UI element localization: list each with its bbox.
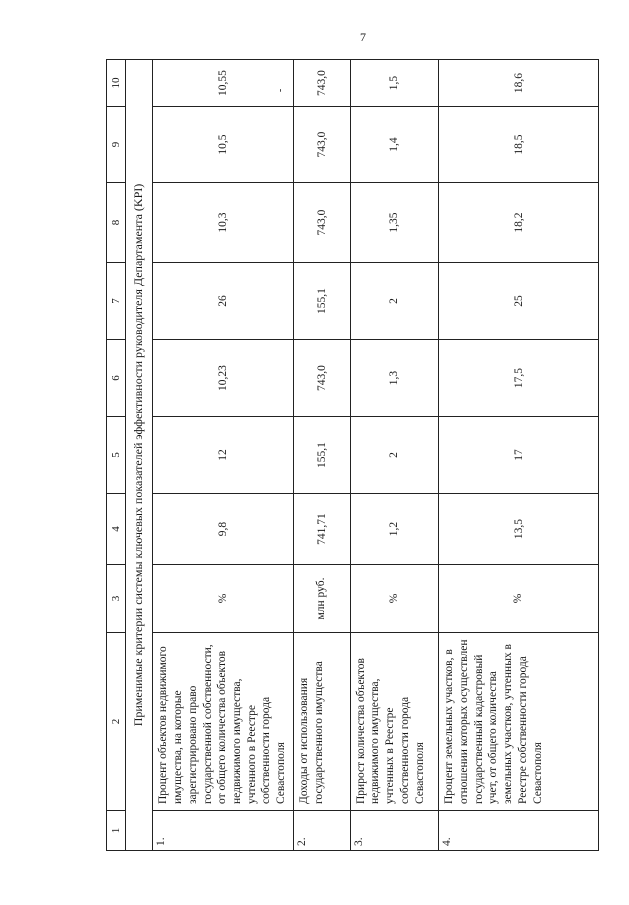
- row-number: 3.: [350, 811, 439, 851]
- row-number: 1.: [153, 811, 294, 851]
- value-cell: 10,55: [153, 60, 294, 107]
- value-cell: 10,5: [153, 107, 294, 183]
- table-row: [439, 60, 599, 851]
- value-cell: 1,5: [350, 60, 439, 107]
- value-cell: 1,35: [350, 183, 439, 263]
- table-row: [350, 60, 439, 851]
- criterion-cell: Прирост количества объектов недвижимого имущества, учтенных в Реестре собственности города Севастополя: [350, 633, 439, 811]
- column-number: 6: [107, 340, 126, 417]
- column-number: 5: [107, 417, 126, 494]
- value-cell: 25: [439, 263, 599, 340]
- value-cell: 26: [153, 263, 294, 340]
- value-cell: 17,5: [439, 340, 599, 417]
- column-number: 8: [107, 183, 126, 263]
- criterion-cell: Доходы от использования государственного имущества: [293, 633, 350, 811]
- kpi-table: [106, 59, 599, 851]
- value-cell: 2: [350, 417, 439, 494]
- column-number: 7: [107, 263, 126, 340]
- column-number: 2: [107, 633, 126, 811]
- table-row: [153, 60, 294, 851]
- column-number: 9: [107, 107, 126, 183]
- criterion-cell: Процент объектов недвижимого имущества, на которые зарегистрировано право государственной собственности, от общего количества объектов недвижимого имущества, учтенного в Реестре собственности города Севастополя: [153, 633, 294, 811]
- column-number: 10: [107, 60, 126, 107]
- unit-cell: %: [153, 565, 294, 633]
- table-row: [293, 60, 350, 851]
- value-cell: 9,8: [153, 494, 294, 565]
- value-cell: 1,3: [350, 340, 439, 417]
- rotated-table-container: [106, 60, 599, 851]
- page-number: 7: [360, 30, 366, 44]
- value-cell: 18,5: [439, 107, 599, 183]
- value-cell: 12: [153, 417, 294, 494]
- unit-cell: %: [350, 565, 439, 633]
- criterion-cell: Процент земельных участков, в отношении которых осуществлен государственный кадастровый учет, от общего количества земельных участков, учтенных в Реестре собственности города Севастополя: [439, 633, 599, 811]
- column-number: 4: [107, 494, 126, 565]
- unit-cell: %: [439, 565, 599, 633]
- value-cell: 155,1: [293, 263, 350, 340]
- row-number: 2.: [293, 811, 350, 851]
- value-cell: 743,0: [293, 340, 350, 417]
- stray-mark: -: [275, 88, 287, 93]
- row-number: 4.: [439, 811, 599, 851]
- value-cell: 18,6: [439, 60, 599, 107]
- value-cell: 2: [350, 263, 439, 340]
- table-title: Применимые критерии системы ключевых показателей эффективности руководителя Департамента (KPI): [125, 60, 153, 851]
- value-cell: 17: [439, 417, 599, 494]
- column-number-row: [107, 60, 126, 851]
- value-cell: 1,4: [350, 107, 439, 183]
- value-cell: 13,5: [439, 494, 599, 565]
- table-title-row: [125, 60, 153, 851]
- value-cell: 155,1: [293, 417, 350, 494]
- column-number: 3: [107, 565, 126, 633]
- value-cell: 743,0: [293, 107, 350, 183]
- column-number: 1: [107, 811, 126, 851]
- value-cell: 741,71: [293, 494, 350, 565]
- value-cell: 10,3: [153, 183, 294, 263]
- unit-cell: млн руб.: [293, 565, 350, 633]
- value-cell: 18,2: [439, 183, 599, 263]
- value-cell: 743,0: [293, 60, 350, 107]
- value-cell: 743,0: [293, 183, 350, 263]
- value-cell: 10,23: [153, 340, 294, 417]
- value-cell: 1,2: [350, 494, 439, 565]
